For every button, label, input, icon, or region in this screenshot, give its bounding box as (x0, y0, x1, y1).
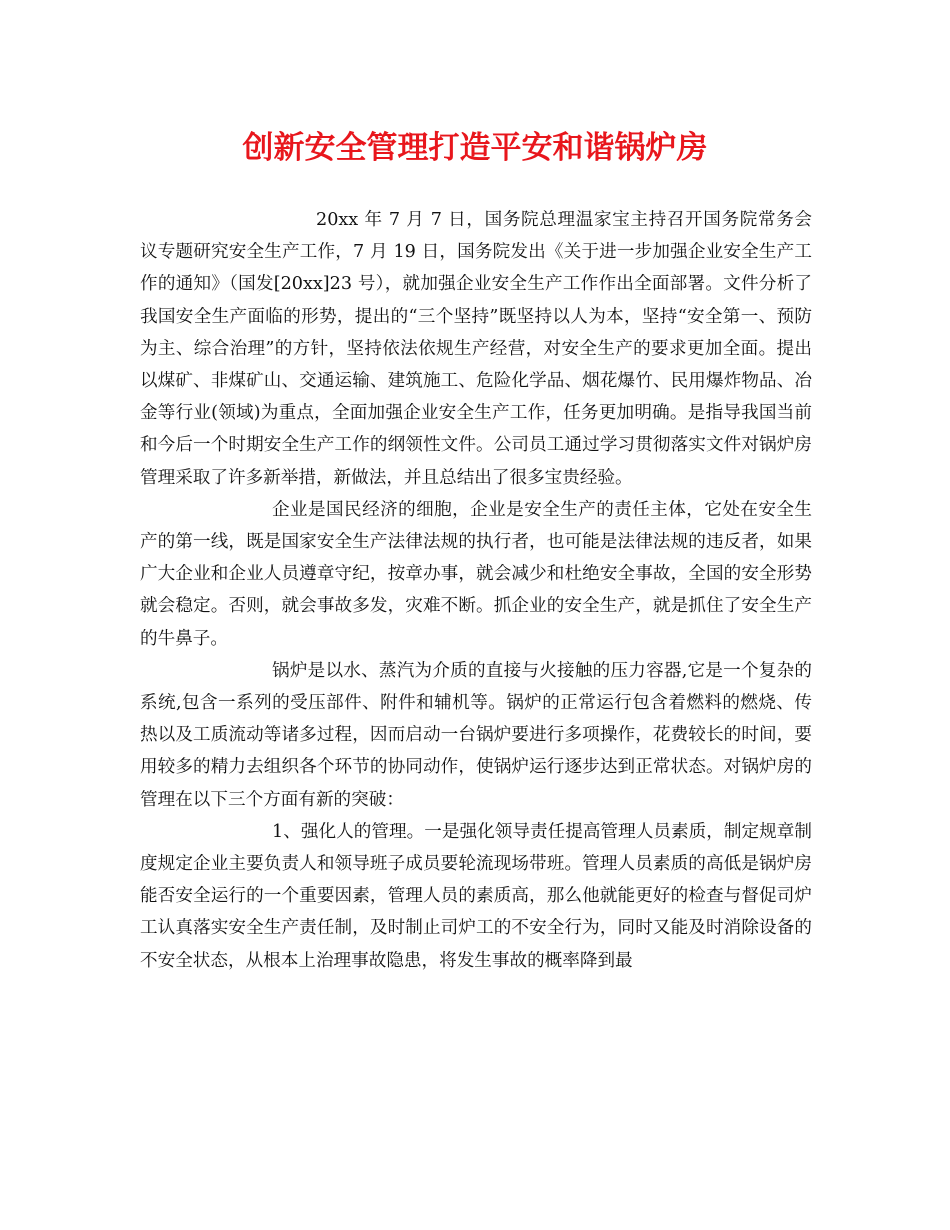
paragraph-2: 企业是国民经济的细胞，企业是安全生产的责任主体，它处在安全生产的第一线，既是国家安全生产法律法规的执行者，也可能是法律法规的违反者，如果广大企业和企业人员遵章守纪，按章办事，就会减少和杜绝安全事故，全国的安全形势就会稳定。否则，就会事故多发，灾难不断。抓企业的安全生产，就是抓住了安全生产的牛鼻子。 (140, 499, 812, 649)
document-body (140, 204, 812, 977)
document-title: 创新安全管理打造平安和谐锅炉房 (242, 130, 708, 166)
paragraph-1: 20xx 年 7 月 7 日，国务院总理温家宝主持召开国务院常务会议专题研究安全生产工作，7 月 19 日，国务院发出《关于进一步加强企业安全生产工作的通知》（国发[20xx]23 号），就加强企业安全生产工作作出全面部署。文件分析了我国安全生产面临的形势，提出的“三个坚持”既坚持以人为本，坚持“安全第一、预防为主、综合治理”的方针，坚持依法依规生产经营，对安全生产的要求更加全面。提出以煤矿、非煤矿山、交通运输、建筑施工、危险化学品、烟花爆竹、民用爆炸物品、冶金等行业(领域)为重点，全面加强企业安全生产工作，任务更加明确。是指导我国当前和今后一个时期安全生产工作的纲领性文件。公司员工通过学习贯彻落实文件对锅炉房管理采取了许多新举措，新做法，并且总结出了很多宝贵经验。 (140, 210, 812, 488)
paragraph-3: 锅炉是以水、蒸汽为介质的直接与火接触的压力容器,它是一个复杂的系统,包含一系列的受压部件、附件和辅机等。锅炉的正常运行包含着燃料的燃烧、传热以及工质流动等诸多过程，因而启动一台锅炉要进行多项操作，花费较长的时间，要用较多的精力去组织各个环节的协同动作，使锅炉运行逐步达到正常状态。对锅炉房的管理在以下三个方面有新的突破： (140, 660, 812, 810)
paragraph-4: 1、强化人的管理。一是强化领导责任提高管理人员素质，制定规章制度规定企业主要负责人和领导班子成员要轮流现场带班。管理人员素质的高低是锅炉房能否安全运行的一个重要因素，管理人员的素质高，那么他就能更好的检查与督促司炉工认真落实安全生产责任制，及时制止司炉工的不安全行为，同时又能及时消除设备的不安全状态，从根本上治理事故隐患，将发生事故的概率降到最 (140, 821, 812, 971)
